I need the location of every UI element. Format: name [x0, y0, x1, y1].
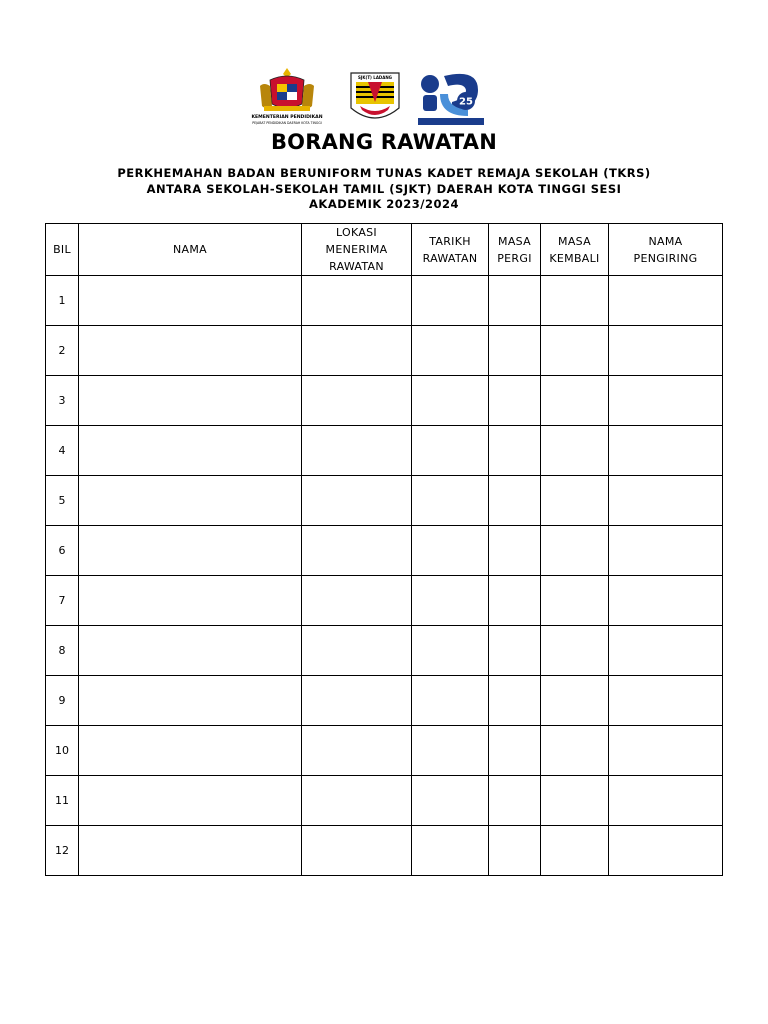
bil-cell: 2	[46, 326, 79, 376]
nama-pengiring-cell[interactable]	[609, 276, 723, 326]
table-row	[46, 326, 723, 376]
masa-kembali-cell[interactable]	[541, 576, 609, 626]
table-row	[46, 676, 723, 726]
nama-cell[interactable]	[79, 776, 302, 826]
tarikh-cell[interactable]	[412, 526, 489, 576]
school-shield-logo	[348, 70, 402, 128]
table-row	[46, 726, 723, 776]
tarikh-cell[interactable]	[412, 726, 489, 776]
bil-cell: 7	[46, 576, 79, 626]
lokasi-cell[interactable]	[302, 576, 412, 626]
nama-pengiring-cell[interactable]	[609, 376, 723, 426]
nama-pengiring-cell[interactable]	[609, 826, 723, 876]
subtitle-line-2: ANTARA SEKOLAH-SEKOLAH TAMIL (SJKT) DAERAH KOTA TINGGI SESI	[146, 181, 622, 196]
masa-pergi-cell[interactable]	[489, 576, 541, 626]
masa-pergi-cell[interactable]	[489, 326, 541, 376]
tarikh-cell[interactable]	[412, 676, 489, 726]
masa-pergi-cell[interactable]	[489, 626, 541, 676]
table-row	[46, 426, 723, 476]
masa-pergi-cell[interactable]	[489, 426, 541, 476]
anniversary-number: 25	[459, 96, 473, 108]
tarikh-cell[interactable]	[412, 576, 489, 626]
bil-cell: 11	[46, 776, 79, 826]
column-header-text: TARIKH	[429, 234, 471, 248]
column-header-text: PENGIRING	[633, 251, 698, 265]
lokasi-cell[interactable]	[302, 426, 412, 476]
nama-cell[interactable]	[79, 476, 302, 526]
masa-pergi-cell[interactable]	[489, 276, 541, 326]
bil-cell: 5	[46, 476, 79, 526]
nama-pengiring-cell[interactable]	[609, 426, 723, 476]
lokasi-cell[interactable]	[302, 476, 412, 526]
nama-cell[interactable]	[79, 326, 302, 376]
kpm-name: KEMENTERIAN PENDIDIKAN	[251, 115, 323, 120]
masa-kembali-cell[interactable]	[541, 326, 609, 376]
form-title: BORANG RAWATAN	[270, 130, 498, 154]
column-header-text: RAWATAN	[329, 260, 384, 273]
table-row	[46, 826, 723, 876]
nama-pengiring-cell[interactable]	[609, 326, 723, 376]
nama-cell[interactable]	[79, 576, 302, 626]
column-header-text: KEMBALI	[549, 251, 600, 265]
column-header-text: MASA	[558, 234, 591, 248]
nama-cell[interactable]	[79, 376, 302, 426]
masa-pergi-cell[interactable]	[489, 676, 541, 726]
tarikh-cell[interactable]	[412, 276, 489, 326]
column-header-text: NAMA	[173, 243, 207, 256]
table-row	[46, 776, 723, 826]
masa-kembali-cell[interactable]	[541, 426, 609, 476]
lokasi-cell[interactable]	[302, 726, 412, 776]
bil-cell: 8	[46, 626, 79, 676]
nama-cell[interactable]	[79, 526, 302, 576]
subtitle-line-3: AKADEMIK 2023/2024	[309, 197, 459, 211]
kpm-crest-logo	[251, 66, 323, 128]
column-header-text: BIL	[53, 243, 71, 256]
tarikh-cell[interactable]	[412, 826, 489, 876]
nama-cell[interactable]	[79, 626, 302, 676]
nama-pengiring-cell[interactable]	[609, 526, 723, 576]
column-header-text: NAMA	[648, 234, 683, 248]
column-header-masa-kembali	[541, 224, 609, 276]
school-logo-name: SJK(T) LADANG	[358, 75, 392, 80]
nama-cell[interactable]	[79, 826, 302, 876]
lokasi-cell[interactable]	[302, 776, 412, 826]
nama-cell[interactable]	[79, 276, 302, 326]
bil-cell: 10	[46, 726, 79, 776]
column-header-tarikh	[412, 224, 489, 276]
lokasi-cell[interactable]	[302, 826, 412, 876]
table-row	[46, 526, 723, 576]
masa-kembali-cell[interactable]	[541, 526, 609, 576]
masa-kembali-cell[interactable]	[541, 476, 609, 526]
column-header-bil	[46, 224, 79, 276]
column-header-text: RAWATAN	[422, 251, 478, 265]
lokasi-cell[interactable]	[302, 526, 412, 576]
column-header-nama	[79, 224, 302, 276]
nama-cell[interactable]	[79, 726, 302, 776]
lokasi-cell[interactable]	[302, 626, 412, 676]
column-header-lokasi	[302, 224, 412, 276]
tarikh-cell[interactable]	[412, 776, 489, 826]
masa-pergi-cell[interactable]	[489, 476, 541, 526]
masa-kembali-cell[interactable]	[541, 276, 609, 326]
lokasi-cell[interactable]	[302, 676, 412, 726]
nama-pengiring-cell[interactable]	[609, 676, 723, 726]
column-header-masa-pergi	[489, 224, 541, 276]
table-row	[46, 376, 723, 426]
table-row	[46, 476, 723, 526]
masa-kembali-cell[interactable]	[541, 826, 609, 876]
masa-kembali-cell[interactable]	[541, 676, 609, 726]
masa-kembali-cell[interactable]	[541, 726, 609, 776]
bil-cell: 12	[46, 826, 79, 876]
header-logos	[251, 66, 486, 128]
nama-cell[interactable]	[79, 426, 302, 476]
table-row	[46, 576, 723, 626]
treatment-form-table	[45, 223, 723, 876]
table-row	[46, 276, 723, 326]
masa-kembali-cell[interactable]	[541, 776, 609, 826]
tarikh-cell[interactable]	[412, 426, 489, 476]
nama-pengiring-cell[interactable]	[609, 576, 723, 626]
bil-cell: 9	[46, 676, 79, 726]
column-header-text: LOKASI	[336, 226, 377, 239]
table-body	[46, 276, 723, 876]
nama-pengiring-cell[interactable]	[609, 776, 723, 826]
bil-cell: 1	[46, 276, 79, 326]
nama-pengiring-cell[interactable]	[609, 476, 723, 526]
table-header-row	[46, 224, 723, 276]
tarikh-cell[interactable]	[412, 326, 489, 376]
masa-pergi-cell[interactable]	[489, 376, 541, 426]
nama-pengiring-cell[interactable]	[609, 726, 723, 776]
nama-cell[interactable]	[79, 676, 302, 726]
column-header-text: PERGI	[497, 251, 532, 265]
masa-kembali-cell[interactable]	[541, 376, 609, 426]
table-row	[46, 626, 723, 676]
nama-pengiring-cell[interactable]	[609, 626, 723, 676]
tarikh-cell[interactable]	[412, 476, 489, 526]
tarikh-cell[interactable]	[412, 376, 489, 426]
column-header-text: MENERIMA	[325, 243, 388, 256]
masa-pergi-cell[interactable]	[489, 826, 541, 876]
lokasi-cell[interactable]	[302, 276, 412, 326]
masa-pergi-cell[interactable]	[489, 776, 541, 826]
anniversary-25-logo	[418, 68, 484, 128]
tarikh-cell[interactable]	[412, 626, 489, 676]
masa-pergi-cell[interactable]	[489, 526, 541, 576]
subtitle-line-1: PERKHEMAHAN BADAN BERUNIFORM TUNAS KADET REMAJA SEKOLAH (TKRS)	[117, 166, 651, 180]
form-subtitle	[60, 166, 708, 213]
bil-cell: 3	[46, 376, 79, 426]
bil-cell: 4	[46, 426, 79, 476]
lokasi-cell[interactable]	[302, 376, 412, 426]
bil-cell: 6	[46, 526, 79, 576]
kpm-office-name: PEJABAT PENDIDIKAN DAERAH KOTA TINGGI	[252, 121, 322, 125]
masa-pergi-cell[interactable]	[489, 726, 541, 776]
lokasi-cell[interactable]	[302, 326, 412, 376]
masa-kembali-cell[interactable]	[541, 626, 609, 676]
column-header-text: MASA	[498, 234, 531, 248]
column-header-nama-pengiring	[609, 224, 723, 276]
